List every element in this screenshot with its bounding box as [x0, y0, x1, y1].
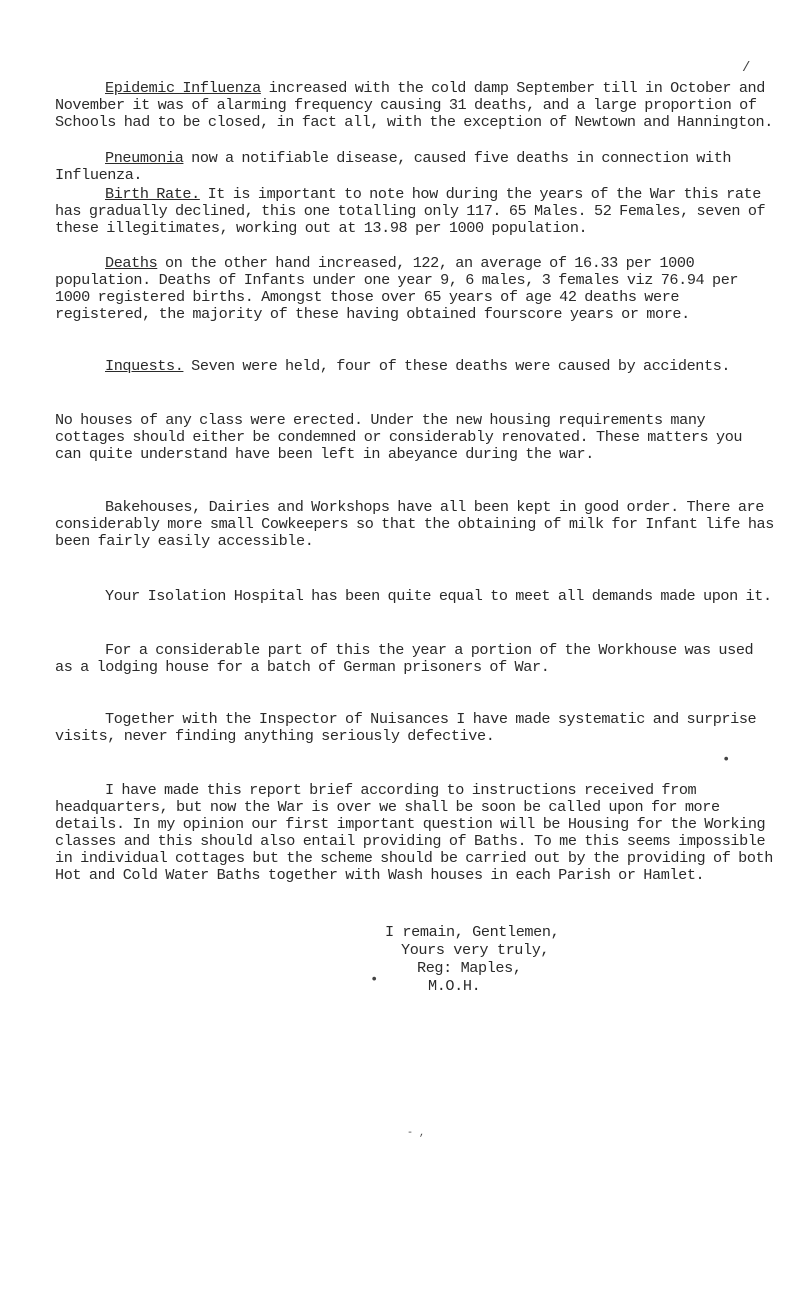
closing-line-4: M.O.H.	[428, 977, 481, 995]
paragraph-report	[55, 781, 781, 884]
paragraph-pneumonia	[55, 150, 775, 184]
paragraph-inquests	[55, 358, 775, 375]
heading-deaths: Deaths	[105, 254, 158, 272]
paragraph-birth-rate	[55, 186, 775, 237]
text-inspections: Together with the Inspector of Nuisances I have made systematic and surprise visits, never finding anything seriously defective.	[55, 710, 764, 745]
paragraph-isolation-hospital	[55, 588, 775, 605]
text-deaths: on the other hand increased, 122, an average of 16.33 per 1000 population. Deaths of Infants under one year 9, 6 males, 3 females viz 76.94 per 1000 registered births. Amongst those over 65 years of age 42 deaths were registered, the majority of these having obtained fourscore years or more.	[55, 254, 746, 323]
paragraph-inspections	[55, 711, 775, 745]
text-birth-rate: It is important to note how during the years of the War this rate has gradually declined, this one totalling only 117. 65 Males. 52 Females, seven of these illegitimates, working out at 13.98 per 1000 population.	[55, 185, 773, 237]
closing-line-3: Reg: Maples,	[417, 959, 522, 977]
paragraph-bakehouses	[55, 498, 782, 550]
text-workhouse: For a considerable part of this the year a portion of the Workhouse was used as a lodging house for a batch of German prisoners of War.	[55, 641, 761, 676]
closing-line-1: I remain, Gentlemen,	[385, 923, 560, 941]
text-housing: No houses of any class were erected. Under the new housing requirements many cottages should either be condemned or considerably renovated. These matters you can quite understand have been left in abeyance during the war.	[55, 411, 750, 463]
heading-inquests: Inquests.	[105, 357, 184, 375]
margin-mark-bottom: - ,	[407, 1128, 426, 1139]
text-inquests: Seven were held, four of these deaths were caused by accidents.	[183, 357, 731, 375]
margin-mark-right: •	[722, 752, 731, 768]
margin-mark-top-right: /	[742, 60, 751, 76]
margin-mark-sig: •	[370, 972, 379, 988]
closing-line-2: Yours very truly,	[401, 941, 550, 959]
text-pneumonia: now a notifiable disease, caused five deaths in connection with Influenza.	[55, 149, 739, 184]
heading-birth-rate: Birth Rate.	[105, 185, 200, 203]
heading-pneumonia: Pneumonia	[105, 149, 184, 167]
text-isolation-hospital: Your Isolation Hospital has been quite equal to meet all demands made upon it.	[105, 587, 772, 605]
paragraph-workhouse	[55, 642, 775, 676]
paragraph-housing	[55, 412, 775, 463]
text-report: I have made this report brief according to instructions received from headquarters, but now the War is over we shall be soon be called upon for more details. In my opinion our first important question will be Housing for the Working classes and this should also entail providing of Baths. To me this seems impossible in individual cottages but the scheme should be carried out by the providing of both Hot and Cold Water Baths together with Wash houses in each Parish or Hamlet.	[55, 781, 781, 884]
text-bakehouses: Bakehouses, Dairies and Workshops have all been kept in good order. There are considerably more small Cowkeepers so that the obtaining of milk for Infant life has been fairly easily accessible.	[55, 498, 782, 550]
text-influenza: increased with the cold damp September till in October and November it was of alarming frequency causing 31 deaths, and a large proportion of Schools had to be closed, in fact all, with the exception of Newtown and Hannington.	[55, 79, 773, 131]
paragraph-deaths	[55, 255, 775, 323]
paragraph-influenza	[55, 80, 775, 131]
heading-influenza: Epidemic Influenza	[105, 79, 261, 97]
